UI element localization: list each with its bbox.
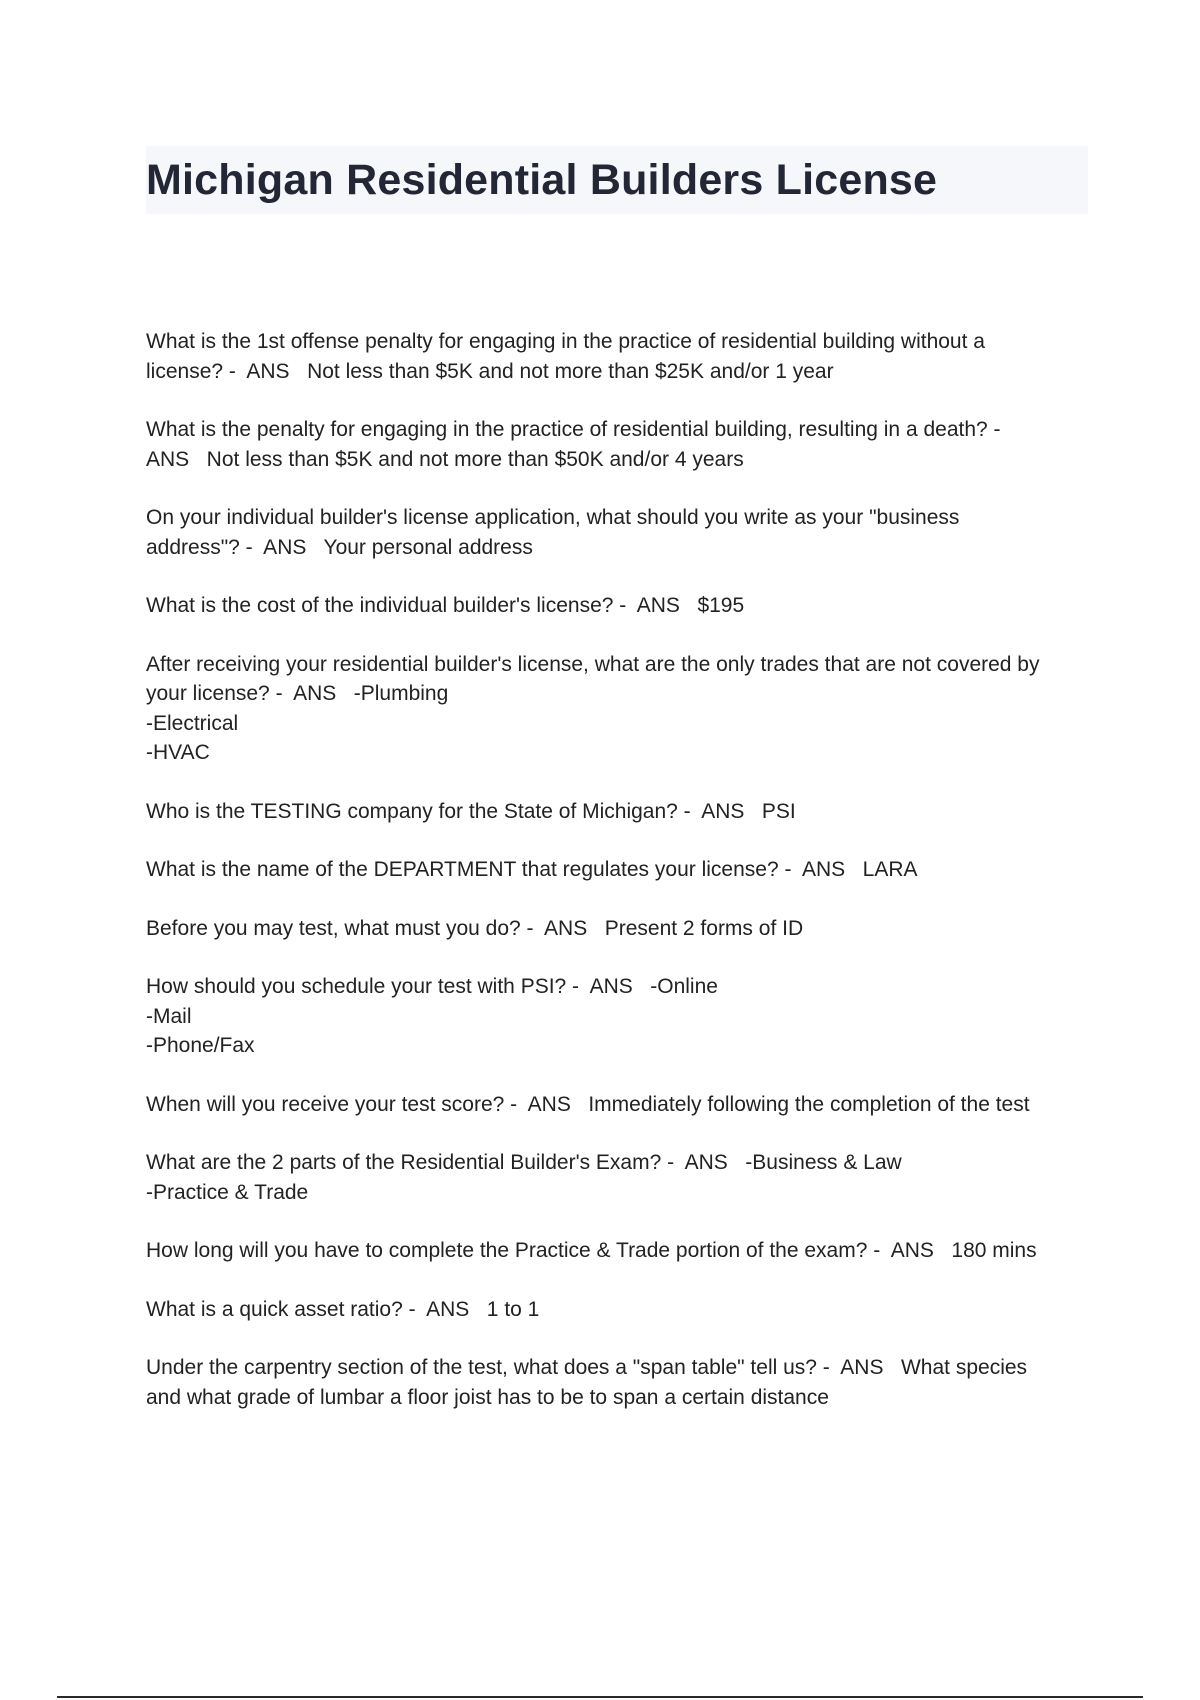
question-answer-list bbox=[146, 327, 1096, 1441]
title-band bbox=[146, 146, 1088, 214]
qa-line: -Phone/Fax bbox=[146, 1034, 255, 1057]
qa-line: -HVAC bbox=[146, 741, 210, 764]
qa-line: license? - ANS Not less than $5K and not more than $25K and/or 1 year bbox=[146, 359, 834, 383]
qa-item bbox=[146, 1295, 1096, 1325]
qa-item bbox=[146, 855, 1096, 885]
footer-divider bbox=[57, 1696, 1143, 1698]
qa-item bbox=[146, 1353, 1096, 1412]
qa-line: -Electrical bbox=[146, 711, 239, 735]
qa-line: Under the carpentry section of the test, what does a "span table" tell us? - ANS What species bbox=[146, 1356, 1028, 1379]
qa-item bbox=[146, 1236, 1096, 1266]
qa-line: What is a quick asset ratio? - ANS 1 to 1 bbox=[146, 1297, 540, 1321]
qa-line: On your individual builder's license application, what should you write as your "business bbox=[146, 506, 960, 529]
qa-item bbox=[146, 972, 1096, 1061]
qa-line: What is the name of the DEPARTMENT that regulates your license? - ANS LARA bbox=[146, 858, 918, 881]
document-title: Michigan Residential Builders License bbox=[146, 156, 938, 204]
qa-line: address"? - ANS Your personal address bbox=[146, 535, 533, 559]
qa-line: What is the penalty for engaging in the practice of residential building, resulting in a death? - bbox=[146, 418, 1001, 441]
qa-line: What are the 2 parts of the Residential Builder's Exam? - ANS -Business & Law bbox=[146, 1151, 902, 1174]
qa-line: -Practice & Trade bbox=[146, 1180, 309, 1204]
qa-line: and what grade of lumbar a floor joist has to be to span a certain distance bbox=[146, 1385, 829, 1409]
qa-line: your license? - ANS -Plumbing bbox=[146, 682, 449, 705]
qa-line: How long will you have to complete the Practice & Trade portion of the exam? - ANS 180 mins bbox=[146, 1239, 1037, 1262]
qa-line: What is the 1st offense penalty for engaging in the practice of residential building without a bbox=[146, 330, 985, 353]
qa-item bbox=[146, 503, 1096, 562]
qa-item bbox=[146, 914, 1096, 944]
qa-item bbox=[146, 415, 1096, 474]
qa-item bbox=[146, 797, 1096, 827]
qa-line: When will you receive your test score? - ANS Immediately following the completion of the test bbox=[146, 1092, 1030, 1116]
qa-item bbox=[146, 650, 1096, 768]
qa-item bbox=[146, 1148, 1096, 1207]
qa-line: -Mail bbox=[146, 1004, 192, 1028]
qa-item bbox=[146, 591, 1096, 621]
qa-line: How should you schedule your test with PSI? - ANS -Online bbox=[146, 975, 718, 998]
qa-line: What is the cost of the individual builder's license? - ANS $195 bbox=[146, 594, 745, 617]
qa-line: ANS Not less than $5K and not more than $50K and/or 4 years bbox=[146, 447, 744, 471]
qa-line: After receiving your residential builder's license, what are the only trades that are not covered by bbox=[146, 652, 1040, 676]
qa-item bbox=[146, 1090, 1096, 1120]
qa-item bbox=[146, 327, 1096, 386]
qa-line: Who is the TESTING company for the State of Michigan? - ANS PSI bbox=[146, 799, 796, 823]
qa-line: Before you may test, what must you do? - ANS Present 2 forms of ID bbox=[146, 916, 804, 940]
